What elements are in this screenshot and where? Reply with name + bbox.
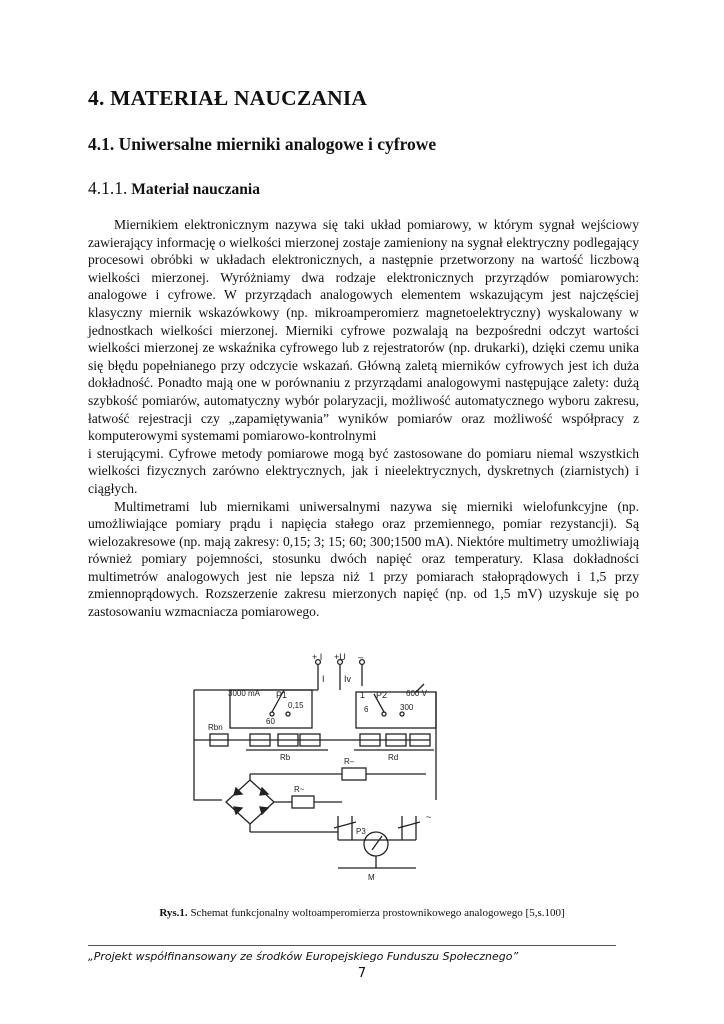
paragraph: Multimetrami lub miernikami uniwersalnymi nazywa się mierniki wielofunkcyjne (np. umożliwiające pomiary prądu i napięcia stałego oraz przemiennego, pomiar rezystancji). Są wielozakresowe (np. mają zakresy: 0,15; 3; 15; 60; 300;1500 mA). Niektóre multimetry umożliwiają również pomiary pojemności, stosunku dwóch napięć oraz temperatury. Klasa dokładności multimetrów analogowych jest nie lepsza niż 1 przy pomiarach stałoprądowych i 1,5 przy zmiennoprądowych. Rozszerzenie zakresu mierzonych napięć (np. od 1,5 mV) uzyskuje się po zastosowaniu wzmacniacza pomiarowego.: [88, 498, 639, 620]
chapter-heading: 4. MATERIAŁ NAUCZANIA: [88, 86, 368, 110]
label-plus-i: + I: [312, 652, 323, 662]
label-i: I: [322, 674, 325, 684]
meter-needle: [372, 836, 382, 850]
resistor-r-dc: [342, 768, 366, 780]
label-300: 300: [400, 703, 414, 712]
wire: [194, 690, 222, 800]
label-p2: P2: [376, 690, 388, 700]
label-one: 1: [360, 690, 366, 700]
label-tilde: ~: [426, 812, 432, 822]
paragraph: i sterującymi. Cyfrowe metody pomiarowe mogą być zastosowane do pomiaru niemal wszystkich wielkości fizycznych zarówno elektrycznych, jak i nieelektrycznych, dyskretnych (ziarnistych) i ciągłych.: [88, 445, 639, 496]
switch-contact: [270, 712, 274, 716]
label-plus-u: +U: [334, 652, 346, 662]
switch-blade: [334, 822, 356, 828]
label-015: 0,15: [288, 701, 304, 710]
label-minus: –: [358, 652, 364, 662]
label-p1: P1: [276, 690, 288, 700]
subsection-title: Materiał nauczania: [131, 181, 260, 198]
figure-caption: [0, 907, 724, 919]
label-60: 60: [266, 717, 275, 726]
diode: [260, 788, 268, 795]
label-6: 6: [364, 705, 369, 714]
section-heading: 4.1. Uniwersalne mierniki analogowe i cyfrowe: [88, 134, 437, 154]
label-r-ac: R~: [294, 785, 305, 794]
subsection-heading: [88, 178, 260, 199]
caption-label: Rys.1.: [159, 907, 188, 919]
circuit-schematic-drawing: [188, 650, 448, 890]
label-rd: Rd: [388, 753, 399, 762]
switch-contact: [382, 712, 386, 716]
label-p3: P3: [356, 827, 366, 836]
resistor-r-ac: [292, 796, 314, 808]
label-range-v: 600 V: [406, 689, 427, 698]
footer-divider: [88, 945, 616, 946]
body-text: [88, 216, 639, 621]
switch-contact: [286, 712, 290, 716]
caption-text: Schemat funkcjonalny woltoamperomierza prostownikowego analogowego [5,s.100]: [187, 907, 565, 919]
label-r-dc: R–: [344, 757, 355, 766]
subsection-number: 4.1.1.: [88, 178, 128, 198]
label-iv: Iv: [344, 674, 352, 684]
page-number: 7: [357, 966, 367, 981]
label-rbn: Rbn: [208, 723, 223, 732]
bridge-rectifier: [226, 780, 274, 824]
label-range-ma: 3000 mA: [228, 689, 261, 698]
footer-text: „Projekt współfinansowany ze środków Europejskiego Funduszu Społecznego”: [88, 950, 519, 963]
label-rb: Rb: [280, 753, 291, 762]
circuit-diagram: [188, 650, 448, 890]
switch-contact: [400, 712, 404, 716]
paragraph: Miernikiem elektronicznym nazywa się taki układ pomiarowy, w którym sygnał wejściowy zawierający informację o wielkości mierzonej zostaje zamieniony na sygnał elektryczny podlegający procesowi obróbki w układach elektronicznych, a następnie przetworzony na wartość liczbową wielkości mierzonej. Wyróżniamy dwa rodzaje elektronicznych przyrządów pomiarowych: analogowe i cyfrowe. W przyrządach analogowych elementem wskazującym jest najczęściej klasyczny miernik wskazówkowy (np. mikroamperomierz magnetoelektryczny) wyskalowany w jednostkach wielkości mierzonej. Mierniki cyfrowe pozwalają na bezpośredni odczyt wartości wielkości mierzonej ze wskaźnika cyfrowego lub z rejestratorów (np. drukarki), dzięki czemu unika się błędu popełnianego przy odczycie wskazań. Główną zaletą mierników cyfrowych jest ich duża dokładność. Ponadto mają one w porównaniu z przyrządami analogowymi następujące zalety: dużą szybkość pomiarów, automatyczny wybór polaryzacji, możliwość automatycznego wyboru zakresu, łatwość rejestracji czy „zapamiętywania” wyników pomiarów oraz możliwość współpracy z komputerowymi systemami pomiarowo-kontrolnymi: [88, 217, 639, 444]
switch-blade: [398, 822, 420, 828]
label-m: M: [368, 873, 375, 882]
diode: [260, 807, 268, 814]
